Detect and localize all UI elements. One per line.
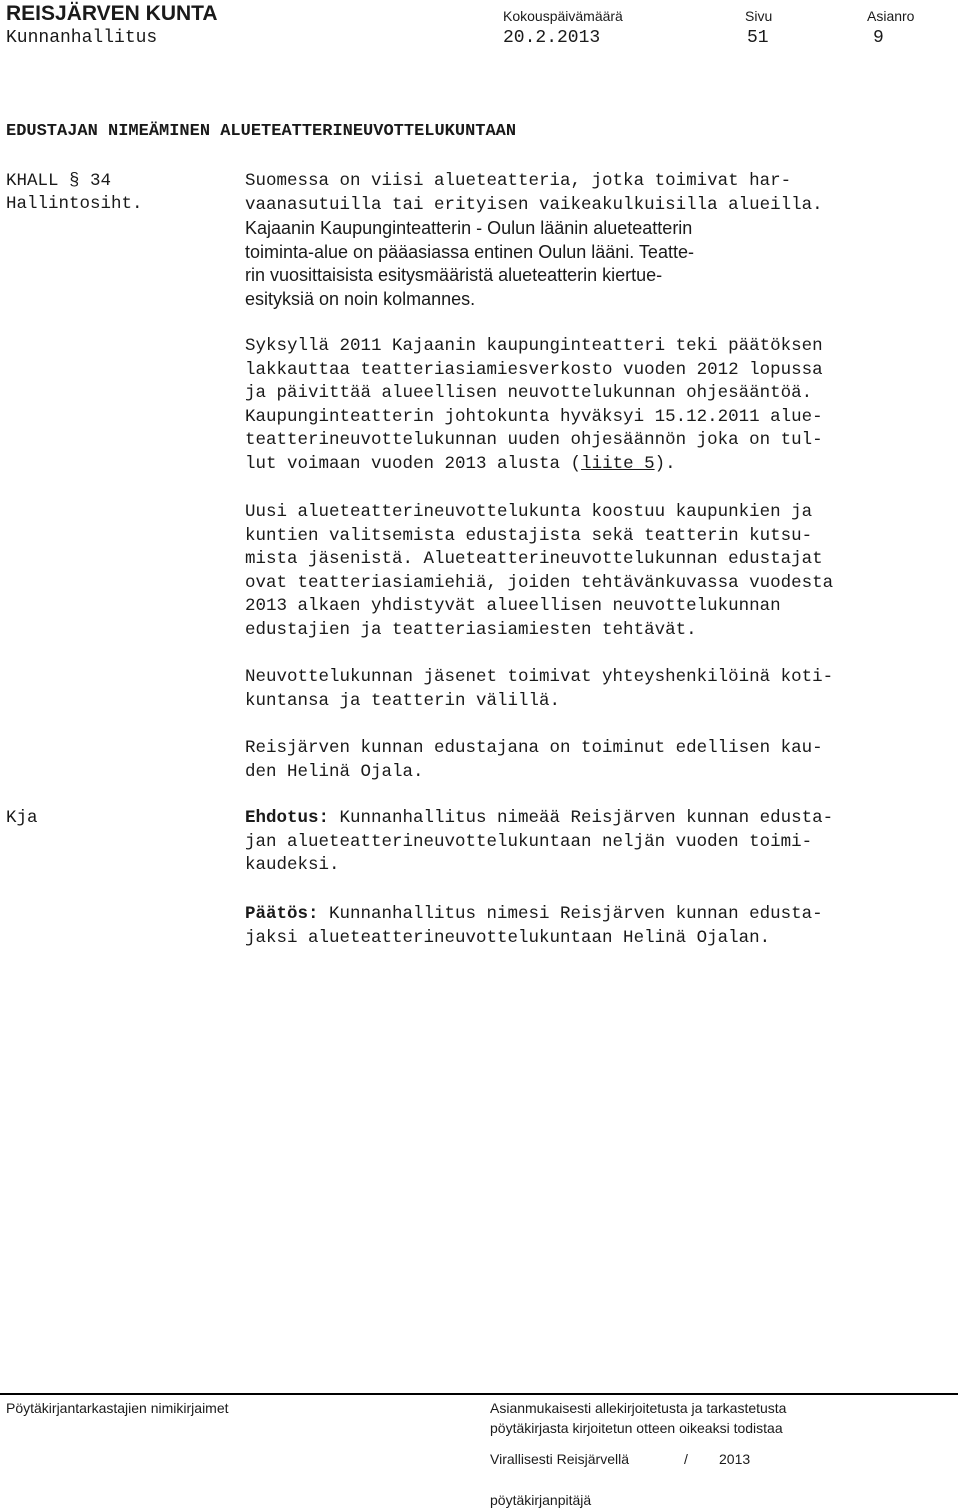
paragraph-3-line: 2013 alkaen yhdistyvät alueellisen neuvottelukunnan bbox=[245, 596, 781, 616]
paragraph-3-line: mista jäsenistä. Alueteatterineuvottelukunnan edustajat bbox=[245, 549, 823, 569]
certification-year: 2013 bbox=[719, 1451, 751, 1467]
proposal bbox=[245, 807, 955, 878]
decision-line bbox=[245, 903, 955, 927]
paragraph-5 bbox=[245, 737, 955, 784]
meeting-date: 20.2.2013 bbox=[503, 28, 601, 48]
paragraph-1 bbox=[245, 170, 955, 311]
paragraph-1-line: rin vuosittaisista esitysmääristä alueteatterin kiertue- bbox=[245, 265, 663, 285]
proposal-text: Kunnanhallitus nimeää Reisjärven kunnan edusta- bbox=[329, 808, 834, 828]
section-reference: KHALL § 34 bbox=[6, 171, 112, 191]
paragraph-2-line: teatterineuvottelukunnan uuden ohjesäännön joka on tul- bbox=[245, 430, 823, 450]
signatures-label: Pöytäkirjantarkastajien nimikirjaimet bbox=[6, 1400, 229, 1416]
paragraph-3-line: Uusi alueteatterineuvottelukunta koostuu kaupunkien ja bbox=[245, 502, 813, 522]
page-label: Sivu bbox=[745, 8, 773, 24]
paragraph-2 bbox=[245, 335, 955, 476]
paragraph-2-text: lut voimaan vuoden 2013 alusta ( bbox=[245, 453, 582, 474]
paragraph-5-line: Reisjärven kunnan edustajana on toiminut edellisen kau- bbox=[245, 738, 823, 758]
meeting-date-label: Kokouspäivämäärä bbox=[503, 8, 623, 24]
paragraph-5-line: den Helinä Ojala. bbox=[245, 761, 424, 782]
paragraph-2-text: ). bbox=[654, 453, 676, 474]
paragraph-3 bbox=[245, 501, 955, 642]
organization-name: REISJÄRVEN KUNTA bbox=[6, 2, 218, 25]
minutes-keeper-label: pöytäkirjanpitäjä bbox=[490, 1492, 592, 1508]
proposal-line: jan alueteatterineuvottelukuntaan neljän vuoden toimi- bbox=[245, 831, 813, 852]
attachment-link[interactable]: liite 5 bbox=[581, 453, 655, 474]
decision bbox=[245, 903, 955, 950]
decision-label: Päätös: bbox=[245, 904, 319, 924]
paragraph-2-line: lakkauttaa teatteriasiamiesverkosto vuoden 2012 lopussa bbox=[245, 359, 823, 380]
presenter: Kja bbox=[6, 808, 38, 828]
proposal-label: Ehdotus: bbox=[245, 808, 330, 828]
paragraph-4 bbox=[245, 666, 955, 713]
paragraph-4-line: kuntansa ja teatterin välillä. bbox=[245, 690, 561, 711]
decision-text: Kunnanhallitus nimesi Reisjärven kunnan edusta- bbox=[318, 904, 823, 924]
certification-line-1: Asianmukaisesti allekirjoitetusta ja tarkastetusta bbox=[490, 1400, 787, 1416]
paragraph-2-line: ja päivittää alueellisen neuvottelukunnan ohjesääntöä. bbox=[245, 383, 813, 403]
paragraph-2-line bbox=[245, 453, 955, 477]
paragraph-1-line: esityksiä on noin kolmannes. bbox=[245, 288, 476, 309]
footer-divider bbox=[0, 1393, 958, 1395]
decision-line: jaksi alueteatterineuvottelukuntaan Helinä Ojalan. bbox=[245, 927, 771, 948]
paragraph-4-line: Neuvottelukunnan jäsenet toimivat yhteyshenkilöinä koti- bbox=[245, 667, 834, 687]
certification-place: Virallisesti Reisjärvellä bbox=[490, 1451, 630, 1467]
paragraph-1-line: Suomessa on viisi alueteatteria, jotka toimivat har- bbox=[245, 171, 792, 191]
proposal-line: kaudeksi. bbox=[245, 855, 340, 875]
paragraph-1-line: Kajaanin Kaupunginteatterin - Oulun läänin alueteatterin bbox=[245, 218, 693, 238]
preparer: Hallintosiht. bbox=[6, 194, 143, 214]
paragraph-3-line: ovat teatteriasiamiehiä, joiden tehtävänkuvassa vuodesta bbox=[245, 572, 834, 593]
body-name: Kunnanhallitus bbox=[6, 28, 158, 48]
case-number: 9 bbox=[873, 28, 884, 48]
paragraph-1-line: vaanasutuilla tai erityisen vaikeakulkuisilla alueilla. bbox=[245, 194, 823, 215]
proposal-line bbox=[245, 807, 955, 831]
paragraph-3-line: edustajien ja teatteriasiamiesten tehtävät. bbox=[245, 619, 697, 640]
case-number-label: Asianro bbox=[867, 8, 915, 24]
paragraph-2-line: Kaupunginteatterin johtokunta hyväksyi 15.12.2011 alue- bbox=[245, 406, 823, 427]
certification-date-slash: / bbox=[684, 1451, 688, 1467]
paragraph-3-line: kuntien valitsemista edustajista sekä teatterin kutsu- bbox=[245, 525, 813, 546]
paragraph-2-line: Syksyllä 2011 Kajaanin kaupunginteatteri teki päätöksen bbox=[245, 336, 823, 356]
paragraph-1-line: toiminta-alue on pääasiassa entinen Oulun lääni. Teatte- bbox=[245, 241, 694, 262]
certification-line-2: pöytäkirjasta kirjoitetun otteen oikeaksi todistaa bbox=[490, 1420, 783, 1436]
page-number: 51 bbox=[747, 28, 769, 48]
section-title: EDUSTAJAN NIMEÄMINEN ALUETEATTERINEUVOTTELUKUNTAAN bbox=[6, 122, 517, 141]
